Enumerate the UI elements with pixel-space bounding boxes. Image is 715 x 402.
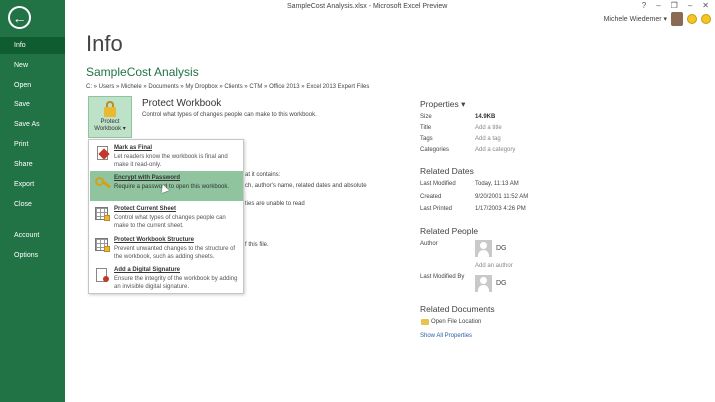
last-modified-by-label: Last Modified By [420, 274, 465, 280]
prop-label-size: Size [420, 114, 432, 120]
versions-text: f this file. [245, 242, 269, 248]
user-area [604, 12, 711, 26]
inspect-text-2: ch, author's name, related dates and absolute [245, 183, 367, 189]
menu-item-desc: Ensure the integrity of the workbook by adding an invisible digital signature. [114, 276, 238, 290]
minimize-icon[interactable]: – [687, 1, 693, 10]
close-icon[interactable]: ✕ [702, 1, 709, 10]
open-file-location-link[interactable]: Open File Location [431, 319, 482, 325]
inspect-text-3: ties are unable to read [245, 201, 305, 207]
prop-value-tags[interactable]: Add a tag [475, 136, 501, 142]
menu-item-title: Protect Current Sheet [114, 206, 177, 212]
workbook-lock-icon [94, 237, 111, 254]
folder-icon [421, 319, 429, 325]
prop-value-size: 14.9KB [475, 114, 496, 120]
protect-workbook-heading: Protect Workbook [142, 98, 222, 109]
prop-label-tags: Tags [420, 136, 433, 142]
sidebar-item-export[interactable]: Export [14, 181, 35, 188]
author-person-icon [475, 240, 492, 257]
menu-item-desc: Control what types of changes people can make to the current sheet. [114, 215, 226, 229]
author-label: Author [420, 241, 438, 247]
prop-label-title: Title [420, 125, 432, 131]
menu-item-title: Mark as Final [114, 145, 153, 151]
modifier-initials[interactable]: DG [496, 280, 507, 287]
prop-label-categories: Categories [420, 147, 450, 153]
date-value-last-modified: Today, 11:13 AM [475, 181, 519, 187]
menu-item-title: Add a Digital Signature [114, 267, 181, 273]
key-icon [94, 175, 111, 192]
menu-item-protect-workbook-structure[interactable] [90, 233, 243, 263]
date-label-created: Created [420, 194, 442, 200]
frown-icon[interactable] [701, 14, 711, 24]
properties-heading[interactable]: Properties ▾ [420, 99, 466, 109]
user-name[interactable]: Michele Wiedemer ▾ [603, 16, 667, 23]
prop-value-categories[interactable]: Add a category [475, 147, 516, 153]
document-name: SampleCost Analysis [86, 65, 199, 79]
smiley-icon[interactable] [687, 14, 697, 24]
page-title: Info [86, 31, 123, 56]
help-icon[interactable]: ? [641, 1, 647, 10]
protect-workbook-desc: Control what types of changes people can make to this workbook. [142, 112, 317, 118]
sidebar-item-options[interactable]: Options [14, 252, 39, 259]
add-author-link[interactable]: Add an author [475, 263, 513, 269]
file-path: C: » Users » Michele » Documents » My Dropbox » Clients » CTM » Office 2013 » Excel 2013 Expert Files [86, 84, 370, 90]
inspect-text-1: at it contains: [245, 172, 281, 178]
window-title: SampleCost Analysis.xlsx - Microsoft Excel Preview [287, 3, 448, 10]
show-all-properties-link[interactable]: Show All Properties [420, 333, 473, 339]
sheet-lock-icon [94, 206, 111, 223]
mark-final-icon [94, 145, 111, 162]
menu-item-title: Protect Workbook Structure [114, 237, 194, 243]
sidebar-item-print[interactable]: Print [14, 141, 29, 148]
menu-item-desc: Prevent unwanted changes to the structure of the workbook, such as adding sheets. [114, 246, 236, 260]
signature-icon [94, 267, 111, 284]
protect-workbook-button[interactable] [88, 96, 132, 138]
sidebar-item-share[interactable]: Share [14, 161, 33, 168]
ribbon-display-icon[interactable]: – [656, 1, 661, 10]
sidebar-item-save-as[interactable]: Save As [14, 121, 40, 128]
avatar[interactable] [671, 12, 683, 26]
window-controls [642, 1, 709, 10]
protect-workbook-menu [88, 139, 244, 294]
protect-button-label: Protect Workbook ▾ [94, 119, 126, 132]
sidebar-item-account[interactable]: Account [14, 232, 40, 239]
prop-value-title[interactable]: Add a title [475, 125, 502, 131]
menu-item-mark-as-final[interactable] [90, 141, 243, 171]
date-label-last-printed: Last Printed [420, 206, 453, 212]
date-label-last-modified: Last Modified [420, 181, 456, 187]
sidebar-item-info[interactable]: Info [0, 37, 65, 54]
sidebar-item-open[interactable]: Open [14, 82, 32, 89]
sidebar-item-new[interactable]: New [14, 62, 29, 69]
related-dates-heading: Related Dates [420, 166, 474, 176]
backstage-sidebar [0, 0, 65, 402]
menu-item-desc: Require a password to open this workbook. [114, 184, 230, 190]
menu-item-desc: Let readers know the workbook is final and make it read-only. [114, 154, 228, 168]
sidebar-item-save[interactable]: Save [14, 101, 30, 108]
menu-item-protect-current-sheet[interactable] [90, 202, 243, 232]
menu-item-add-digital-signature[interactable] [90, 263, 243, 293]
related-documents-heading: Related Documents [420, 304, 495, 314]
modifier-person-icon [475, 275, 492, 292]
menu-item-title: Encrypt with Password [114, 175, 181, 181]
back-arrow-icon[interactable]: ← [8, 6, 31, 29]
author-initials[interactable]: DG [496, 245, 507, 252]
sidebar-item-close[interactable]: Close [14, 201, 32, 208]
related-people-heading: Related People [420, 226, 479, 236]
date-value-created: 9/20/2001 11:52 AM [475, 194, 529, 200]
date-value-last-printed: 1/17/2003 4:26 PM [475, 206, 526, 212]
lock-icon [102, 101, 118, 117]
restore-icon[interactable]: ❐ [670, 1, 678, 10]
